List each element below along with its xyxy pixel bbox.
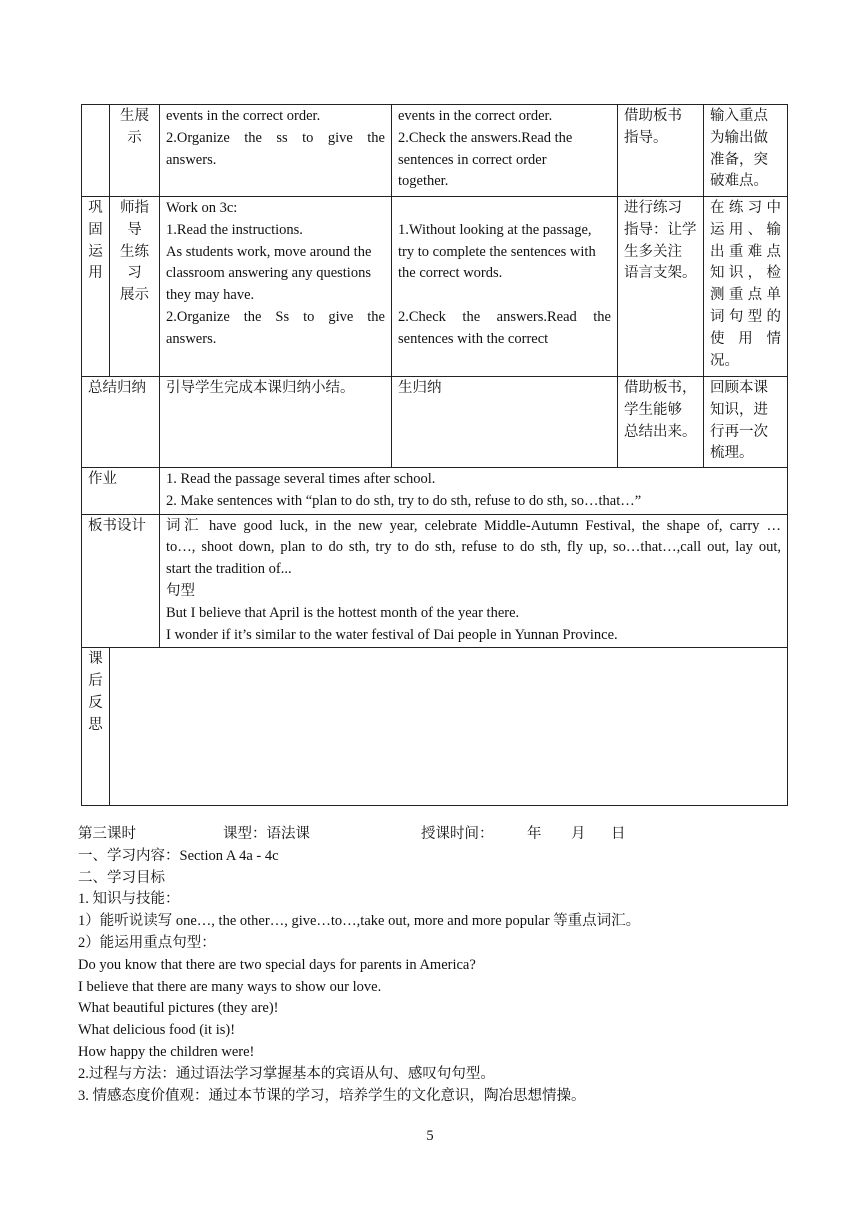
cell-line: 学生能够 — [624, 401, 682, 418]
cell-line: 思 — [88, 716, 103, 733]
cell-line: sentences with the correct — [398, 330, 549, 347]
stage-cell — [82, 105, 110, 197]
cell-line: start the tradition of... — [166, 561, 292, 578]
student-activity-cell — [392, 197, 618, 377]
step-cell — [110, 105, 160, 197]
cell-line: events in the correct order. — [398, 108, 553, 124]
cell-line: 用 — [88, 265, 103, 282]
cell-line: 生展 — [120, 108, 149, 124]
method-cell — [618, 105, 704, 197]
cell-line: 为输出做 — [710, 129, 768, 146]
cell-line: 借助板书 — [624, 108, 682, 124]
page-number: 5 — [426, 1128, 434, 1144]
cell-line: together. — [398, 173, 449, 190]
cell-line: answers. — [166, 151, 217, 168]
cell-line: 词汇 have good luck, in the new year, celebrate Middle-Autumn Festival, the shape of, carry … — [166, 517, 781, 534]
cell-line: 语言支架。 — [624, 265, 697, 282]
cell-line: Work on 3c: — [166, 200, 238, 216]
cell-line: 况。 — [710, 352, 739, 369]
step-cell — [110, 197, 160, 377]
cell-line: 知识，进 — [710, 401, 768, 418]
cell-line: 运用、输 — [710, 221, 781, 238]
text-line: What delicious food (it is)! — [78, 1022, 236, 1039]
cell-line: 指导：让学 — [624, 221, 697, 238]
cell-line: As students work, move around the — [166, 243, 372, 260]
cell-line: 2. Make sentences with “plan to do sth, try to do sth, refuse to do sth, so…that…” — [166, 492, 642, 509]
teacher-activity-cell: 引导学生完成本课归纳小结。 — [160, 377, 392, 468]
cell-line: 2.Organize the ss to give the — [166, 129, 385, 146]
table-row — [82, 377, 788, 468]
text-line: 二、学习目标 — [78, 869, 165, 886]
cell-line: 句型 — [166, 582, 195, 599]
table-row — [82, 468, 788, 515]
stage-cell — [82, 197, 110, 377]
cell-line: 知识，检 — [710, 265, 781, 282]
cell-line: 1.Read the instructions. — [166, 221, 303, 238]
cell-line: classroom answering any questions — [166, 265, 371, 282]
cell-line: 回顾本课 — [710, 380, 768, 396]
cell-line: to…, shoot down, plan to do sth, try to do sth, refuse to do sth, fly up, so…that…,call out, lay out, — [166, 539, 781, 556]
text-line: What beautiful pictures (they are)! — [78, 1000, 279, 1017]
student-activity-cell: 生归纳 — [392, 377, 618, 468]
cell-line: sentences in correct order — [398, 151, 547, 168]
text-line: 2.过程与方法：通过语法学习掌握基本的宾语从句、感叹句句型。 — [78, 1065, 495, 1082]
board-design-content — [160, 514, 788, 648]
cell-line: 1.Without looking at the passage, — [398, 221, 592, 238]
lesson-number: 第三课时 — [78, 826, 136, 842]
homework-label: 作业 — [82, 468, 160, 515]
text-line: 3. 情感态度价值观：通过本节课的学习，培养学生的文化意识，陶冶思想情操。 — [78, 1087, 586, 1104]
purpose-cell — [704, 197, 788, 377]
cell-line: 使用情 — [710, 330, 781, 347]
cell-line: 习 — [127, 265, 142, 282]
cell-line: 准备，突 — [710, 151, 768, 168]
cell-line: 示 — [127, 129, 142, 146]
cell-line: answers. — [166, 330, 217, 347]
cell-line: 师指 — [120, 200, 149, 216]
cell-line: 总结出来。 — [624, 423, 697, 440]
cell-line: 2.Organize the Ss to give the — [166, 308, 385, 325]
stage-cell: 总结归纳 — [82, 377, 160, 468]
lesson-month: 月 — [571, 826, 586, 842]
cell-line: 进行练习 — [624, 200, 682, 216]
cell-line: 展示 — [120, 287, 149, 304]
board-design-label: 板书设计 — [82, 514, 160, 648]
cell-line: But I believe that April is the hottest month of the year there. — [166, 604, 520, 621]
method-cell — [618, 197, 704, 377]
text-line: 1. 知识与技能： — [78, 891, 180, 908]
teacher-activity-cell — [160, 105, 392, 197]
reflection-content — [110, 648, 788, 806]
cell-line: they may have. — [166, 287, 255, 304]
text-line: 2）能运用重点句型： — [78, 934, 216, 951]
cell-line: 指导。 — [624, 129, 668, 146]
cell-line: 行再一次 — [710, 423, 768, 440]
text-line: I believe that there are many ways to show our love. — [78, 978, 382, 995]
cell-line: 运 — [88, 243, 103, 260]
cell-line: 出重难点 — [710, 243, 781, 260]
lesson-plan-table — [81, 104, 788, 806]
cell-line: 测重点单 — [710, 287, 781, 304]
table-row — [82, 105, 788, 197]
cell-line: 在练习中 — [710, 200, 781, 216]
cell-line: 2.Check the answers.Read the — [398, 129, 573, 146]
lesson-three-section — [78, 824, 798, 1107]
lesson-day: 日 — [611, 826, 626, 842]
method-cell — [618, 377, 704, 468]
lesson-time-label: 授课时间： — [421, 826, 494, 842]
cell-line — [398, 198, 611, 220]
cell-line: 1. Read the passage several times after school. — [166, 471, 436, 487]
text-line: How happy the children were! — [78, 1043, 255, 1060]
table-row — [82, 197, 788, 377]
cell-line: try to complete the sentences with — [398, 243, 596, 260]
cell-line: I wonder if it’s similar to the water festival of Dai people in Yunnan Province. — [166, 626, 618, 643]
table-row — [82, 514, 788, 648]
purpose-cell — [704, 377, 788, 468]
cell-line: 输入重点 — [710, 108, 768, 124]
purpose-cell — [704, 105, 788, 197]
reflection-label — [82, 648, 110, 806]
cell-line: 破难点。 — [710, 173, 768, 190]
cell-line: 梳理。 — [710, 445, 754, 462]
lesson-year: 年 — [527, 826, 542, 842]
cell-line: 巩 — [88, 200, 103, 216]
table-row — [82, 648, 788, 806]
text-line: 一、学习内容：Section A 4a - 4c — [78, 847, 279, 864]
cell-line: the correct words. — [398, 265, 503, 282]
cell-line: 生多关注 — [624, 243, 682, 260]
cell-line: events in the correct order. — [166, 108, 321, 124]
cell-line — [398, 285, 611, 307]
student-activity-cell — [392, 105, 618, 197]
cell-line: 词句型的 — [710, 308, 781, 325]
cell-line: 后 — [88, 673, 103, 690]
cell-line: 2.Check the answers.Read the — [398, 308, 611, 325]
cell-line: 借助板书， — [624, 380, 697, 396]
lesson-header — [78, 824, 798, 846]
cell-line: 生练 — [120, 243, 149, 260]
cell-line: 导 — [127, 221, 142, 238]
teacher-activity-cell — [160, 197, 392, 377]
text-line: Do you know that there are two special days for parents in America? — [78, 956, 476, 973]
cell-line: 固 — [88, 221, 103, 238]
cell-line: 课 — [88, 651, 103, 668]
cell-line: 反 — [88, 694, 103, 711]
lesson-type: 课型：语法课 — [223, 826, 310, 842]
homework-content — [160, 468, 788, 515]
text-line: 1）能听说读写 one…, the other…, give…to…,take out, more and more popular 等重点词汇。 — [78, 913, 641, 930]
